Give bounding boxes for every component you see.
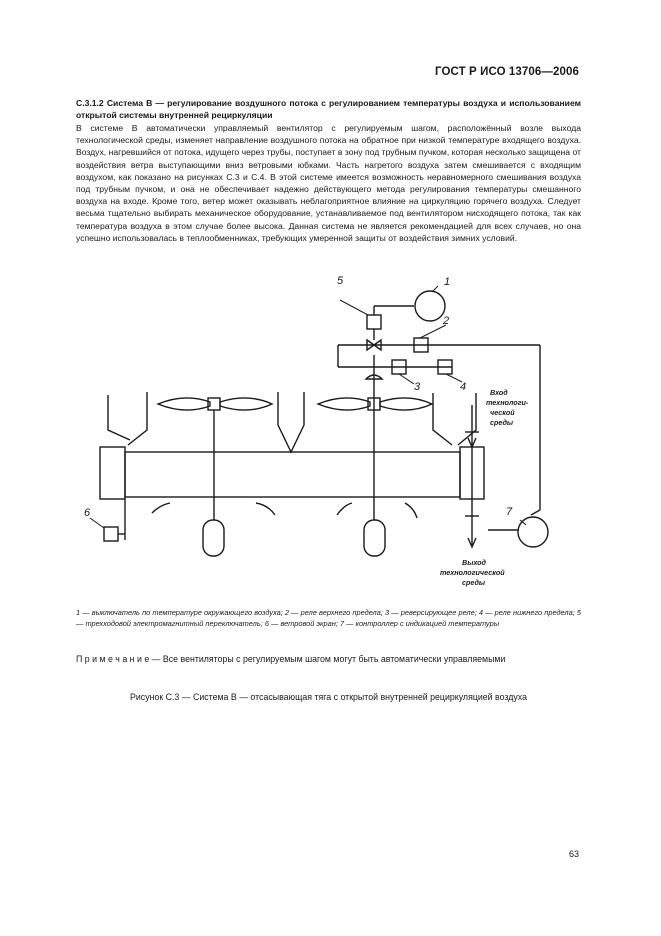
system-b-diagram [0,260,661,600]
inlet-label-3: ческой [490,408,515,417]
label-7: 7 [506,506,513,518]
section-paragraph: В системе В автоматически управляемый вентилятор с регулируемым шагом, расположённый возле выхода технологической среды, изменяет направление воздушного потока на обратное при низкой температуре входящего воздуха. Воздух, нагревшийся от потока, идущего через трубы, поступает в зону под трубным пучком, которая несколько защищена от воздействия ветра выступающими вниз ветровыми юбками. Часть нагретого воздуха затем смешивается с входящим воздухом, как показано на рисунках С.3 и С.4. В этой системе имеется возможность неравномерного смешивания воздуха под трубным пучком, и она не обеспечивает надежно действующего метода регулирования температуры смешанного воздуха на входе. Кроме того, ветер может оказывать неблагоприятное влияние на циркуляцию горячего воздуха. Следует весьма тщательно выбирать механическое оборудование, устанавливаемое под вентилятором нисходящего потока, так как температура воздуха в этом случае более высока. Данная система не является рекомендацией для всех случаев, но она успешно использовалась в теплообменниках, требующих умеренной защиты от воздействия зимних условий. [76,123,581,243]
label-5: 5 [337,275,344,287]
standard-header: ГОСТ Р ИСО 13706—2006 [434,66,579,78]
label-6: 6 [84,507,91,519]
outlet-label-3: среды [462,578,486,587]
label-3: 3 [414,381,421,393]
inlet-label-1: Вход [490,388,508,397]
label-1: 1 [444,276,451,288]
figure-note: П р и м е ч а н и е — Все вентиляторы с регулируемым шагом могут быть автоматически управляемыми [76,654,506,664]
figure-caption: Рисунок С.3 — Система В — отсасывающая тяга с открытой внутренней рециркуляцией воздуха [130,692,527,702]
figure-legend: 1 — выключатель по температуре окружающего воздуха; 2 — реле верхнего предела; 3 — реверсирующее реле; 4 — реле нижнего предела; 5 — трехходовой электромагнитный переключатель; 6 — ветровой экран; 7 — контроллер с индикацией температуры [76,608,581,628]
inlet-label-2: технологи- [486,398,529,407]
outlet-label-1: Выход [462,558,486,567]
section-title: С.3.1.2 Система В — регулирование воздушного потока с регулированием температуры воздуха и использованием открытой системы внутренней рециркуляции [76,98,581,121]
label-4: 4 [460,381,467,393]
label-2: 2 [443,315,450,327]
outlet-label-2: технологической [440,568,505,577]
page-number: 63 [569,849,580,859]
inlet-label-4: среды [490,418,514,427]
